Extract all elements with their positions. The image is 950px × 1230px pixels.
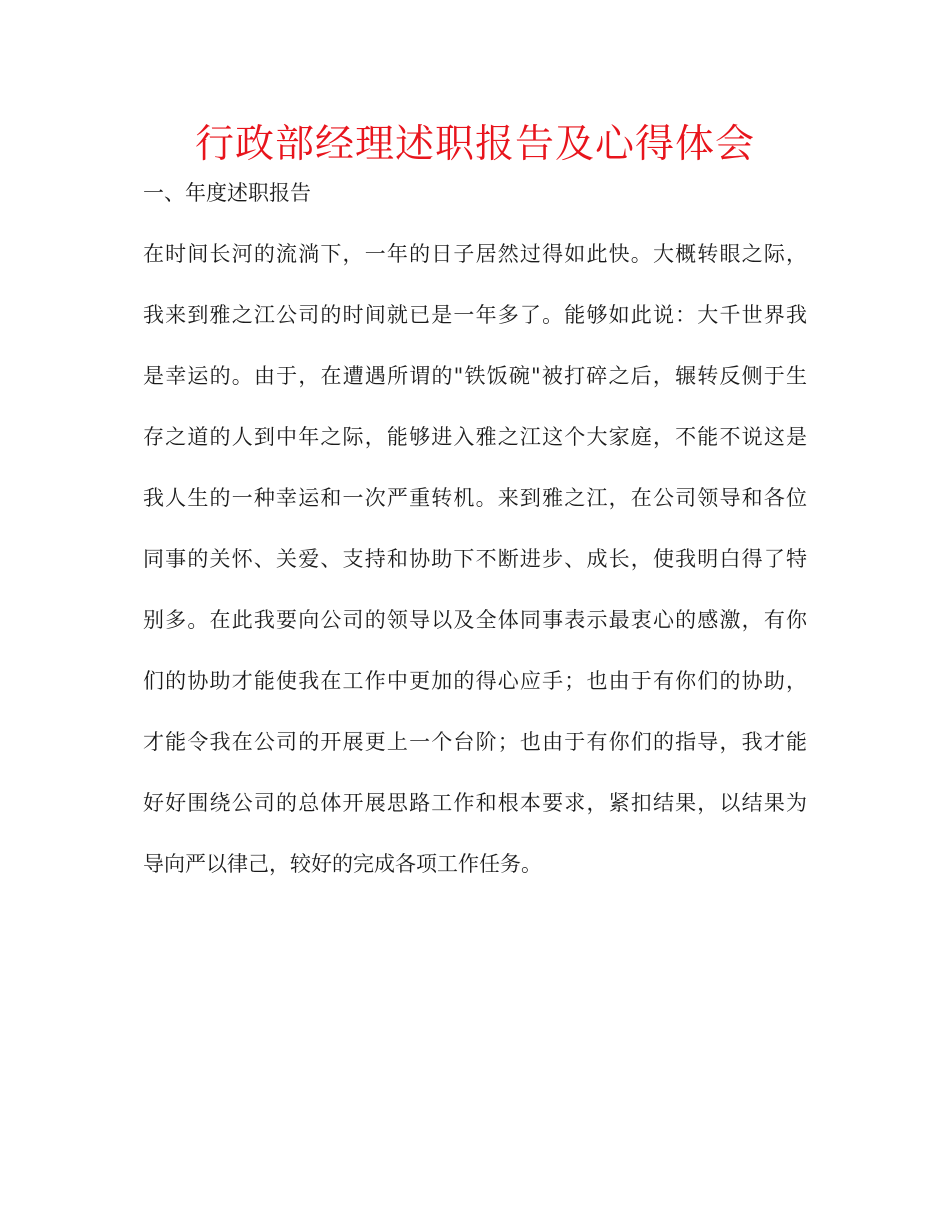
paragraph-line: 好好围绕公司的总体开展思路工作和根本要求，紧扣结果，以结果为 [143, 791, 807, 815]
paragraph-line: 别多。在此我要向公司的领导以及全体同事表示最衷心的感激，有你 [143, 608, 807, 632]
paragraph-line: 才能令我在公司的开展更上一个台阶；也由于有你们的指导，我才能 [143, 730, 807, 754]
paragraph-line: 存之道的人到中年之际，能够进入雅之江这个大家庭，不能不说这是 [143, 425, 807, 449]
body-paragraph [143, 239, 807, 910]
section-heading: 一、年度述职报告 [143, 181, 311, 205]
paragraph-line: 导向严以律己，较好的完成各项工作任务。 [143, 852, 542, 876]
paragraph-line: 在时间长河的流淌下，一年的日子居然过得如此快。大概转眼之际， [143, 242, 807, 266]
paragraph-line: 我来到雅之江公司的时间就已是一年多了。能够如此说：大千世界我 [143, 303, 807, 327]
paragraph-line: 同事的关怀、关爱、支持和协助下不断进步、成长，使我明白得了特 [143, 547, 807, 571]
paragraph-line: 们的协助才能使我在工作中更加的得心应手；也由于有你们的协助， [143, 669, 807, 693]
paragraph-line: 是幸运的。由于，在遭遇所谓的"铁饭碗"被打碎之后，辗转反侧于生 [143, 364, 807, 388]
document-title: 行政部经理述职报告及心得体会 [194, 122, 755, 167]
paragraph-line: 我人生的一种幸运和一次严重转机。来到雅之江，在公司领导和各位 [143, 486, 807, 510]
